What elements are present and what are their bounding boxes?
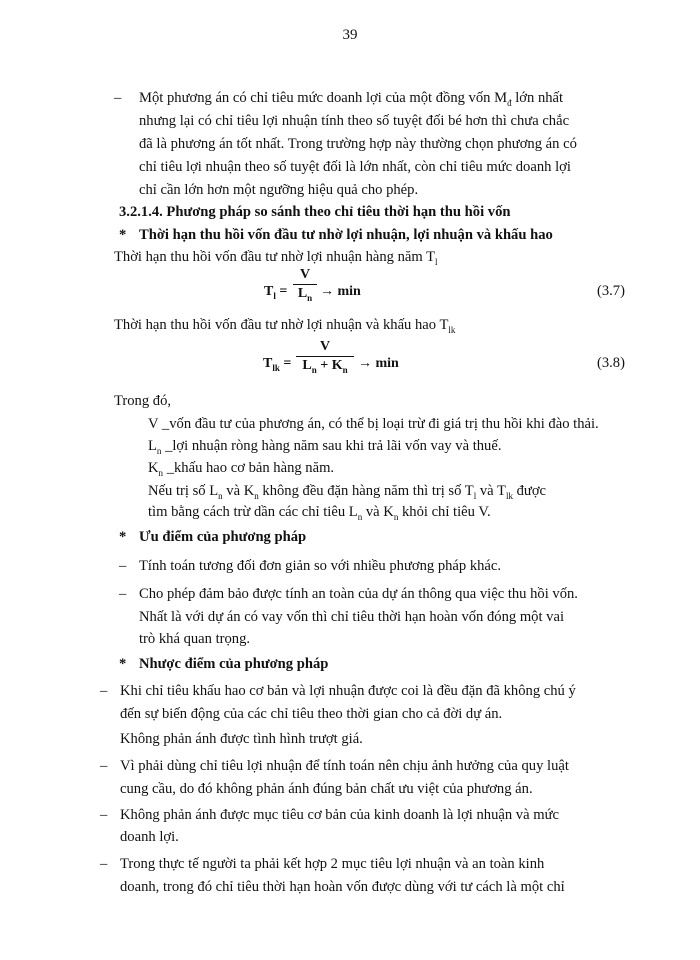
- para1-line-5: chỉ cần lớn hơn một ngưỡng hiệu quả cho phép.: [139, 182, 419, 198]
- dash-bullet: –: [114, 90, 122, 106]
- formula-3-8-lhs: $T_{lk}$ =: [263, 356, 292, 373]
- para1-line-4: chỉ tiêu lợi nhuận theo số tuyệt đối là lớn nhất, còn chỉ tiêu mức doanh lợi: [139, 159, 571, 175]
- dash-bullet: –: [100, 683, 108, 699]
- dash-bullet: –: [100, 807, 108, 823]
- advantage-item-2-line-2: Nhất là với dự án có vay vốn thì chỉ tiêu thời hạn hoàn vốn đóng một vai: [139, 609, 565, 625]
- disadvantage-item-1-line-2: đến sự biến động của các chỉ tiêu theo thời gian cho cả đời dự án.: [120, 706, 503, 722]
- dash-bullet: –: [100, 758, 108, 774]
- subheading-payback: Thời hạn thu hồi vốn đầu tư nhờ lợi nhuận, lợi nhuận và khấu hao: [139, 227, 553, 243]
- para1-line-1: Một phương án có chỉ tiêu mức doanh lợi của một đồng vốn $M_đ$ lớn nhất: [139, 90, 564, 108]
- disadvantage-item-4-line-2: doanh lợi.: [120, 829, 179, 845]
- disadvantage-item-5-line-1: Trong thực tế người ta phải kết hợp 2 mục tiêu lợi nhuận và an toàn kinh: [120, 856, 545, 872]
- dash-bullet: –: [119, 586, 127, 602]
- disadvantage-item-4-line-1: Không phản ánh được mục tiêu cơ bản của kinh doanh là lợi nhuận và mức: [120, 807, 559, 823]
- text-payback-profit-depreciation: Thời hạn thu hồi vốn đầu tư nhờ lợi nhuận và khấu hao $T_{lk}$: [114, 317, 456, 335]
- def-note-line-2: tìm bằng cách trừ dần các chỉ tiêu $L_n$ và $K_n$ khỏi chỉ tiêu V.: [148, 504, 491, 522]
- advantage-item-2-line-3: trò khá quan trọng.: [139, 631, 251, 647]
- formula-3-7-lhs: $T_l$ =: [264, 284, 288, 301]
- star-bullet: *: [119, 656, 127, 672]
- disadvantage-item-3-line-1: Vì phải dùng chỉ tiêu lợi nhuận để tính toán nên chịu ảnh hưởng của quy luật: [120, 758, 569, 774]
- trong-do-label: Trong đó,: [114, 393, 172, 409]
- equation-number-3-8: (3.8): [597, 355, 625, 371]
- formula-3-8-denominator: $L_n + K_n$: [302, 358, 348, 375]
- dash-bullet: –: [100, 856, 108, 872]
- dash-bullet: –: [119, 558, 127, 574]
- formula-3-8-fraction: [296, 338, 354, 379]
- disadvantages-heading: Nhược điểm của phương pháp: [139, 656, 329, 672]
- para1-line-3: đã là phương án tốt nhất. Trong trường hợp này thường chọn phương án có: [139, 136, 577, 152]
- para1-line-2: nhưng lại có chỉ tiêu lợi nhuận tính theo số tuyệt đối bé hơn thì chưa chắc: [139, 113, 570, 129]
- text-payback-profit: Thời hạn thu hồi vốn đầu tư nhờ lợi nhuận hàng năm $T_l$: [114, 249, 438, 267]
- advantages-heading: Ưu điểm của phương pháp: [139, 529, 307, 545]
- advantage-item-2-line-1: Cho phép đảm bảo được tính an toàn của dự án thông qua việc thu hồi vốn.: [139, 586, 578, 602]
- disadvantage-item-2: Không phản ánh được tình hình trượt giá.: [120, 731, 363, 747]
- formula-3-7-numerator: V: [299, 267, 311, 282]
- def-note-line-1: Nếu trị số $L_n$ và $K_n$ không đều đặn hàng năm thì trị số $T_l$ và $T_{lk}$ được: [148, 483, 547, 501]
- section-title: 3.2.1.4. Phương pháp so sánh theo chỉ tiêu thời hạn thu hồi vốn: [119, 204, 511, 220]
- def-ln: $L_n$ _lợi nhuận ròng hàng năm sau khi trả lãi vốn vay và thuế.: [148, 438, 502, 456]
- disadvantage-item-1-line-1: Khi chỉ tiêu khấu hao cơ bản và lợi nhuận được coi là đều đặn đã không chú ý: [120, 683, 576, 699]
- advantage-item-1: Tính toán tương đối đơn giản so với nhiều phương pháp khác.: [139, 558, 502, 574]
- formula-3-8-rhs: → min: [358, 356, 399, 371]
- equation-number-3-7: (3.7): [597, 283, 625, 299]
- disadvantage-item-3-line-2: cung cầu, do đó không phản ánh đúng bản chất ưu việt của phương án.: [120, 781, 533, 797]
- formula-3-7-rhs: → min: [320, 284, 361, 299]
- disadvantage-item-5-line-2: doanh, trong đó chỉ tiêu thời hạn hoàn vốn được dùng với tư cách là một chỉ: [120, 879, 565, 895]
- formula-3-8-numerator: V: [319, 339, 331, 354]
- page-number: 39: [342, 27, 358, 43]
- formula-3-7-fraction: [293, 266, 317, 307]
- formula-3-7-denominator: $L_n$: [297, 286, 313, 303]
- star-bullet: *: [119, 529, 127, 545]
- def-kn: $K_n$ _khấu hao cơ bản hàng năm.: [148, 460, 335, 478]
- def-v: V _vốn đầu tư của phương án, có thể bị loại trừ đi giá trị thu hồi khi đào thải.: [148, 416, 599, 432]
- star-bullet: *: [119, 227, 127, 243]
